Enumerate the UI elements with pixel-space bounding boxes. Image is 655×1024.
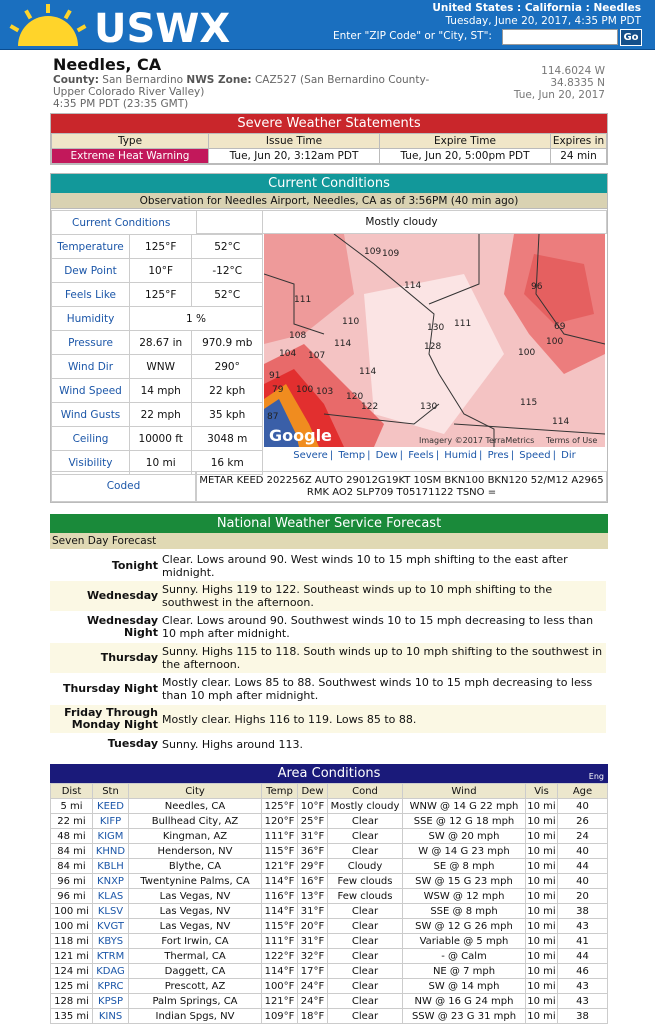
table-cell: 38 xyxy=(558,1009,608,1024)
table-cell: Clear xyxy=(328,844,403,859)
page-title: Needles, CA xyxy=(53,55,162,74)
map-label: 107 xyxy=(308,351,326,361)
table-cell: Clear xyxy=(328,949,403,964)
area-title: Area Conditions Eng xyxy=(50,764,608,783)
table-row xyxy=(51,949,608,964)
table-cell: 10 mi xyxy=(527,935,556,947)
table-cell: 96 mi xyxy=(51,874,93,889)
area-table xyxy=(50,783,608,1024)
table-row xyxy=(51,934,608,949)
table-cell: 100 mi xyxy=(51,919,93,934)
map-label: 69 xyxy=(554,322,566,332)
ceiling-link[interactable]: Ceiling xyxy=(52,427,130,451)
table-row xyxy=(51,844,608,859)
table-cell: 13°F xyxy=(298,889,328,904)
table-cell: 122°F xyxy=(262,949,298,964)
table-cell: SW @ 14 mph xyxy=(403,979,526,994)
header-datetime: Tuesday, June 20, 2017, 4:35 PM PDT xyxy=(445,15,641,27)
table-cell: 135 mi xyxy=(51,1009,93,1024)
table-cell: Clear xyxy=(328,934,403,949)
map-label: 100 xyxy=(546,337,564,347)
map-terms: Terms of Use xyxy=(546,436,598,445)
forecast-row: Tuesday Sunny. Highs around 113. xyxy=(107,737,304,751)
nws-zone: CAZ527 (San Bernardino County-Upper Colorado River Valley) xyxy=(53,74,430,98)
table-cell: SW @ 20 mph xyxy=(403,829,526,844)
table-cell: 10 mi xyxy=(527,875,556,887)
map-credit: Imagery ©2017 TerraMetrics xyxy=(419,436,535,445)
table-cell: NE @ 7 mph xyxy=(403,964,526,979)
table-cell: 114°F xyxy=(262,904,298,919)
table-cell: 29°F xyxy=(298,859,328,874)
table-cell: 10 mi xyxy=(527,830,556,842)
map-label: 103 xyxy=(316,387,334,397)
table-cell: 118 mi xyxy=(51,934,93,949)
table-cell: 24 xyxy=(558,829,608,844)
station-link[interactable]: KTRM xyxy=(93,949,129,964)
table-cell: 121°F xyxy=(262,994,298,1009)
station-link[interactable]: KLAS xyxy=(93,889,129,904)
map-label: 114 xyxy=(359,367,377,377)
map-label: 91 xyxy=(269,371,281,381)
table-cell: SW @ 15 G 23 mph xyxy=(403,874,526,889)
table-row xyxy=(51,874,608,889)
map-label: 115 xyxy=(520,398,538,408)
station-link[interactable]: KLSV xyxy=(93,904,129,919)
table-cell: Henderson, NV xyxy=(129,844,262,859)
table-cell: SE @ 8 mph xyxy=(403,859,526,874)
table-cell: Few clouds xyxy=(328,874,403,889)
site-header xyxy=(0,0,655,50)
table-cell: WSW @ 12 mph xyxy=(403,889,526,904)
table-cell: 124 mi xyxy=(51,964,93,979)
table-cell: 10 mi xyxy=(527,815,556,827)
table-cell: 96 mi xyxy=(51,889,93,904)
table-cell: 40 xyxy=(558,844,608,859)
map-link-severe[interactable]: Severe xyxy=(293,450,328,461)
table-cell: Indian Spgs, NV xyxy=(129,1009,262,1024)
station-coords: 114.6024 W 34.8335 N Tue, Jun 20, 2017 xyxy=(513,65,605,101)
forecast-row: Wednesday Sunny. Highs 119 to 122. Southeast winds up to 10 mph shifting to the southwest in the afternoon. xyxy=(50,581,606,611)
map-link-temp[interactable]: Temp xyxy=(338,450,366,461)
table-cell: 84 mi xyxy=(51,844,93,859)
table-cell: 10 mi xyxy=(527,980,556,992)
table-row xyxy=(51,994,608,1009)
table-cell: 120°F xyxy=(262,814,298,829)
table-cell: 125 mi xyxy=(51,979,93,994)
table-cell: 31°F xyxy=(298,829,328,844)
table-row xyxy=(51,904,608,919)
go-button[interactable]: Go xyxy=(620,29,642,46)
sky-condition: Mostly cloudy xyxy=(196,210,607,234)
visibility-link[interactable]: Visibility xyxy=(52,451,130,475)
table-row xyxy=(51,814,608,829)
table-cell: Blythe, CA xyxy=(129,859,262,874)
station-link[interactable]: KBYS xyxy=(93,934,129,949)
table-cell: 18°F xyxy=(298,1009,328,1024)
station-link[interactable]: KIFP xyxy=(93,814,129,829)
table-cell: Clear xyxy=(328,979,403,994)
table-row xyxy=(51,859,608,874)
map-label: 130 xyxy=(427,323,445,333)
table-cell: SSW @ 23 G 31 mph xyxy=(403,1009,526,1024)
table-cell: Clear xyxy=(328,904,403,919)
table-cell: 46 xyxy=(558,964,608,979)
map-label: 100 xyxy=(518,348,536,358)
table-cell: 10 mi xyxy=(527,905,556,917)
forecast-row: Thursday Night Mostly clear. Lows 85 to 88. Southwest winds 10 to 15 mph decreasing to less than 10 mph after midnight. xyxy=(62,676,593,702)
table-cell: Mostly cloudy xyxy=(328,799,403,814)
forecast-row: Tonight Clear. Lows around 90. West winds 10 to 15 mph shifting to the east after midnight. xyxy=(111,553,568,579)
table-cell: Daggett, CA xyxy=(129,964,262,979)
table-cell: 43 xyxy=(558,979,608,994)
severe-row: Extreme Heat Warning Tue, Jun 20, 3:12am PDT Tue, Jun 20, 5:00pm PDT 24 min xyxy=(52,149,607,164)
table-cell: 31°F xyxy=(298,934,328,949)
table-cell: 10 mi xyxy=(527,1010,556,1022)
table-cell: 114°F xyxy=(262,874,298,889)
map-link-dew[interactable]: Dew xyxy=(375,450,398,461)
station-time: 4:35 PM PDT (23:35 GMT) xyxy=(53,98,189,110)
table-cell: 16°F xyxy=(298,874,328,889)
table-cell: 10 mi xyxy=(527,995,556,1007)
table-cell: 111°F xyxy=(262,934,298,949)
table-cell: 10 mi xyxy=(527,965,556,977)
severe-header-row: Type Issue Time Expire Time Expires in xyxy=(52,134,607,149)
map-link-speed[interactable]: Speed xyxy=(519,450,551,461)
table-cell: Palm Springs, CA xyxy=(129,994,262,1009)
location-breadcrumb[interactable]: United States : California : Needles xyxy=(432,2,641,14)
station-link[interactable]: KBLH xyxy=(93,859,129,874)
map-label: 109 xyxy=(382,249,400,259)
table-cell: 41 xyxy=(558,934,608,949)
table-cell: 48 mi xyxy=(51,829,93,844)
table-cell: WNW @ 14 G 22 mph xyxy=(403,799,526,814)
table-cell: Clear xyxy=(328,814,403,829)
severe-table xyxy=(51,133,607,164)
table-cell: - @ Calm xyxy=(403,949,526,964)
table-cell: 100 mi xyxy=(51,904,93,919)
table-cell: 25°F xyxy=(298,814,328,829)
table-cell: Las Vegas, NV xyxy=(129,889,262,904)
wind-gusts-link[interactable]: Wind Gusts xyxy=(52,403,130,427)
table-cell: 10°F xyxy=(298,799,328,814)
table-cell: 10 mi xyxy=(527,920,556,932)
table-cell: Few clouds xyxy=(328,889,403,904)
map-label: 87 xyxy=(267,412,279,422)
map-label: 111 xyxy=(294,295,312,305)
table-cell: 22 mi xyxy=(51,814,93,829)
table-cell: 109°F xyxy=(262,1009,298,1024)
table-cell: 36°F xyxy=(298,844,328,859)
map-label: 111 xyxy=(454,319,472,329)
station-link[interactable]: KDAG xyxy=(93,964,129,979)
table-row xyxy=(51,829,608,844)
table-cell: Clear xyxy=(328,829,403,844)
table-cell: 125°F xyxy=(262,799,298,814)
table-cell: 44 xyxy=(558,859,608,874)
table-cell: 115°F xyxy=(262,919,298,934)
table-cell: 121 mi xyxy=(51,949,93,964)
map-label: 128 xyxy=(424,342,442,352)
table-cell: 128 mi xyxy=(51,994,93,1009)
table-cell: 24°F xyxy=(298,979,328,994)
table-cell: Prescott, AZ xyxy=(129,979,262,994)
table-cell: Twentynine Palms, CA xyxy=(129,874,262,889)
map-label: 114 xyxy=(552,417,570,427)
table-cell: 20°F xyxy=(298,919,328,934)
temperature-map[interactable] xyxy=(264,234,605,447)
forecast-subtitle: Seven Day Forecast xyxy=(50,533,608,549)
table-cell: 100°F xyxy=(262,979,298,994)
table-cell: Thermal, CA xyxy=(129,949,262,964)
current-conditions-section xyxy=(50,173,608,503)
map-label: 120 xyxy=(346,392,364,402)
map-label: 104 xyxy=(279,349,297,359)
map-label: 110 xyxy=(342,317,360,327)
table-row xyxy=(51,919,608,934)
station-link[interactable]: KNXP xyxy=(93,874,129,889)
uswx-logo[interactable] xyxy=(8,2,243,48)
area-header-row: Dist Stn City Temp Dew Cond Wind Vis Age xyxy=(51,784,608,799)
table-cell: 115°F xyxy=(262,844,298,859)
map-link-feels[interactable]: Feels xyxy=(408,450,434,461)
metar-text: METAR KEED 202256Z AUTO 29012G19KT 10SM BKN100 BKN120 52/M12 A2965 RMK AO2 SLP709 T05171122 TSNO = xyxy=(196,471,607,502)
table-cell: 5 mi xyxy=(51,799,93,814)
table-cell: 44 xyxy=(558,949,608,964)
table-cell: 43 xyxy=(558,919,608,934)
forecast-row: Friday Through Monday Night Mostly clear. Highs 116 to 119. Lows 85 to 88. xyxy=(50,705,606,733)
table-cell: 10 mi xyxy=(527,860,556,872)
observation-line: Observation for Needles Airport, Needles, CA as of 3:56PM (40 min ago) xyxy=(51,193,607,209)
table-cell: 114°F xyxy=(262,964,298,979)
table-cell: Clear xyxy=(328,919,403,934)
zip-label: Enter "ZIP Code" or "City, ST": xyxy=(333,30,492,42)
table-row xyxy=(51,979,608,994)
county-link[interactable]: San Bernardino xyxy=(102,74,184,86)
table-cell: 10 mi xyxy=(527,890,556,902)
table-cell: Bullhead City, AZ xyxy=(129,814,262,829)
forecast-row: Wednesday Night Clear. Lows around 90. Southwest winds 10 to 15 mph decreasing to less than 10 mph after midnight. xyxy=(86,614,594,640)
table-cell: 111°F xyxy=(262,829,298,844)
temperature-link[interactable]: Temperature xyxy=(52,235,130,259)
conditions-table: Current Conditions Temperature 125°F 52°C Dew Point 10°F -12°C Feels Like 125°F 52°C Humidity 1 % Pressure 28.67 in 970.9 mb Wind Dir WNW 290° Wind Speed 14 mph 22 kph Wind Gusts 22 mph 35 kph Ceiling 10000 ft 3048 m Visibility 10 mi 16 km xyxy=(51,210,263,475)
table-cell: W @ 14 G 23 mph xyxy=(403,844,526,859)
warning-type-link[interactable]: Extreme Heat Warning xyxy=(52,149,209,164)
table-cell: 116°F xyxy=(262,889,298,904)
wind-speed-link[interactable]: Wind Speed xyxy=(52,379,130,403)
table-cell: Variable @ 5 mph xyxy=(403,934,526,949)
table-cell: 17°F xyxy=(298,964,328,979)
map-links: Severe | Temp | Dew | Feels | Humid | Pres | Speed | Dir xyxy=(293,450,576,461)
table-cell: 121°F xyxy=(262,859,298,874)
map-label: 114 xyxy=(334,339,352,349)
station-link[interactable]: KPSP xyxy=(93,994,129,1009)
table-cell: Clear xyxy=(328,994,403,1009)
map-link-humid[interactable]: Humid xyxy=(444,450,478,461)
table-cell: Kingman, AZ xyxy=(129,829,262,844)
table-cell: 26 xyxy=(558,814,608,829)
wind-dir-link[interactable]: Wind Dir xyxy=(52,355,130,379)
table-cell: SSE @ 12 G 18 mph xyxy=(403,814,526,829)
station-meta: County: San Bernardino NWS Zone: CAZ527 (San Bernardino County-Upper Colorado River Valley) 4:35 PM PDT (23:35 GMT) xyxy=(53,74,430,110)
table-cell: Needles, CA xyxy=(129,799,262,814)
forecast-section xyxy=(50,514,608,756)
table-cell: Clear xyxy=(328,964,403,979)
logo-text: USWX xyxy=(94,6,231,48)
map-brand: Google xyxy=(269,426,332,445)
area-conditions-section xyxy=(50,764,608,1024)
humidity-link[interactable]: Humidity xyxy=(52,307,130,331)
feels-like-link[interactable]: Feels Like xyxy=(52,283,130,307)
conditions-label: Current Conditions xyxy=(52,211,263,235)
table-cell: 40 xyxy=(558,799,608,814)
station-link[interactable]: KPRC xyxy=(93,979,129,994)
table-row xyxy=(51,889,608,904)
pressure-link[interactable]: Pressure xyxy=(52,331,130,355)
map-label: 114 xyxy=(404,281,422,291)
table-cell: SW @ 12 G 26 mph xyxy=(403,919,526,934)
table-cell: 84 mi xyxy=(51,859,93,874)
table-cell: 10 mi xyxy=(527,800,556,812)
severe-weather-section xyxy=(50,113,608,165)
map-link-pres[interactable]: Pres xyxy=(487,450,509,461)
map-label: 79 xyxy=(272,385,284,395)
table-cell: 20 xyxy=(558,889,608,904)
map-label: 122 xyxy=(361,402,379,412)
current-title: Current Conditions xyxy=(51,174,607,193)
map-label: 130 xyxy=(420,402,438,412)
forecast-title: National Weather Service Forecast xyxy=(50,514,608,533)
table-cell: 31°F xyxy=(298,904,328,919)
table-row xyxy=(51,964,608,979)
station-link[interactable]: KEED xyxy=(93,799,129,814)
table-row xyxy=(51,1009,608,1024)
table-cell: NW @ 16 G 24 mph xyxy=(403,994,526,1009)
table-cell: SSE @ 8 mph xyxy=(403,904,526,919)
table-cell: 40 xyxy=(558,874,608,889)
map-label: 108 xyxy=(289,331,307,341)
dew-point-link[interactable]: Dew Point xyxy=(52,259,130,283)
units-toggle[interactable]: Eng xyxy=(588,772,604,781)
coded-link[interactable]: Coded xyxy=(51,471,196,502)
station-link[interactable]: KVGT xyxy=(93,919,129,934)
table-cell: Cloudy xyxy=(328,859,403,874)
table-row xyxy=(51,799,608,814)
table-cell: Clear xyxy=(328,1009,403,1024)
map-label: 100 xyxy=(296,385,314,395)
map-label: 96 xyxy=(531,282,543,292)
station-link[interactable]: KHND xyxy=(93,844,129,859)
zip-input[interactable] xyxy=(502,29,618,45)
table-cell: 10 mi xyxy=(527,845,556,857)
table-cell: Fort Irwin, CA xyxy=(129,934,262,949)
severe-title: Severe Weather Statements xyxy=(51,114,607,133)
table-cell: 10 mi xyxy=(527,950,556,962)
forecast-row: Thursday Sunny. Highs 115 to 118. South winds up to 10 mph shifting to the southwest in the afternoon. xyxy=(50,643,606,673)
table-cell: Las Vegas, NV xyxy=(129,919,262,934)
table-cell: 24°F xyxy=(298,994,328,1009)
table-cell: Las Vegas, NV xyxy=(129,904,262,919)
station-link[interactable]: KINS xyxy=(93,1009,129,1024)
table-cell: 32°F xyxy=(298,949,328,964)
table-cell: 38 xyxy=(558,904,608,919)
map-label: 109 xyxy=(364,247,382,257)
table-cell: 43 xyxy=(558,994,608,1009)
map-link-dir[interactable]: Dir xyxy=(561,450,576,461)
station-link[interactable]: KIGM xyxy=(93,829,129,844)
